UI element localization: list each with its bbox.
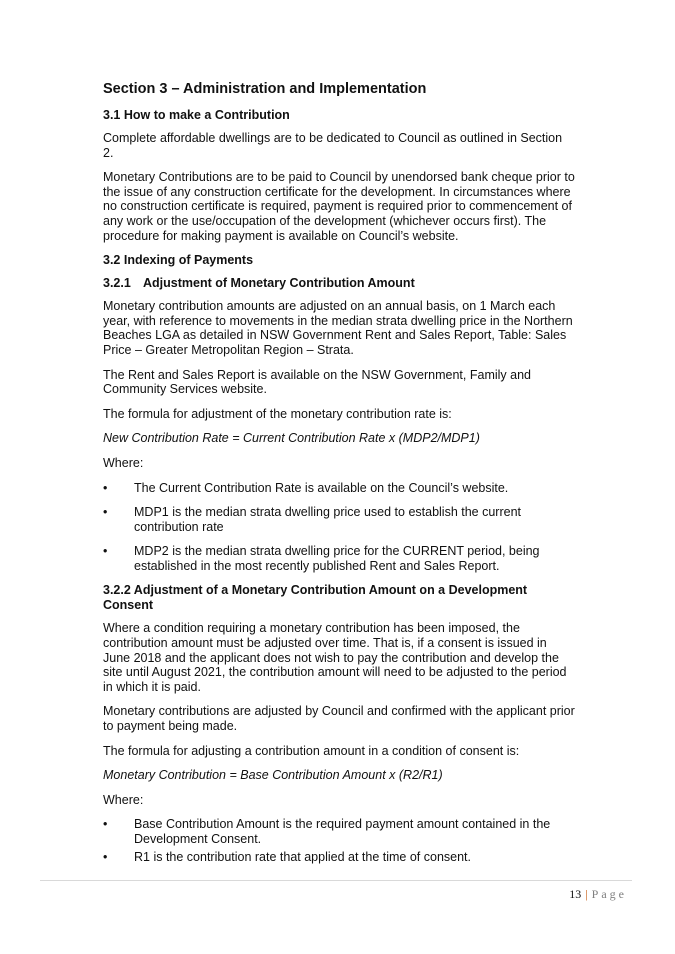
list-item: • MDP1 is the median strata dwelling price used to establish the current contribution rate bbox=[103, 505, 521, 534]
footer-divider bbox=[40, 880, 632, 881]
list-item: • Base Contribution Amount is the required payment amount contained in the Development Consent. bbox=[103, 817, 551, 846]
paragraph: The formula for adjustment of the monetary contribution rate is: bbox=[103, 406, 452, 421]
paragraph: Monetary Contributions are to be paid to Council by unendorsed bank cheque prior to the issue of any construction certificate for the development. In circumstances where no construction certificate is required, payment is required prior to commencement of any work or the use/occupation of the development (whichever occurs first). The procedure for making payment is available on Council’s website. bbox=[103, 170, 575, 243]
bullet-icon: • bbox=[103, 849, 108, 864]
bullet-icon: • bbox=[103, 544, 108, 559]
heading-text: Adjustment of Monetary Contribution Amount bbox=[143, 276, 415, 291]
paragraph: Monetary contributions are adjusted by Council and confirmed with the applicant prior to payment being made. bbox=[103, 704, 575, 734]
bullet-icon: • bbox=[103, 505, 108, 520]
section-title: Section 3 – Administration and Implementation bbox=[103, 81, 427, 97]
page-footer bbox=[569, 887, 627, 902]
list-item: • R1 is the contribution rate that applied at the time of consent. bbox=[103, 849, 472, 864]
bullet-list bbox=[103, 817, 575, 864]
bullet-list bbox=[103, 481, 575, 574]
where-label: Where: bbox=[103, 792, 144, 807]
formula: New Contribution Rate = Current Contribution Rate x (MDP2/MDP1) bbox=[103, 431, 480, 446]
paragraph: Where a condition requiring a monetary contribution has been imposed, the contribution amount must be adjusted over time. That is, if a consent is issued in June 2018 and the applicant does not wish to pay the contribution and develop the site until August 2021, the contribution amount will need to be adjusted to the period in which it is paid. bbox=[103, 621, 567, 694]
page-label: Page bbox=[591, 887, 627, 901]
list-item: • The Current Contribution Rate is available on the Council’s website. bbox=[103, 480, 509, 495]
footer-separator: | bbox=[585, 887, 588, 901]
paragraph: Complete affordable dwellings are to be dedicated to Council as outlined in Section 2. bbox=[103, 131, 563, 160]
paragraph: Monetary contribution amounts are adjusted on an annual basis, on 1 March each year, with reference to movements in the median strata dwelling price in the Northern Beaches LGA as detailed in NSW Government Rent and Sales Report, Table: Sales Price – Greater Metropolitan Region – Strata. bbox=[103, 299, 573, 357]
heading-3-2-1 bbox=[103, 276, 575, 291]
bullet-icon: • bbox=[103, 480, 108, 495]
heading-3-1: 3.1 How to make a Contribution bbox=[103, 108, 290, 122]
paragraph: The Rent and Sales Report is available on the NSW Government, Family and Community Services website. bbox=[103, 367, 531, 397]
heading-3-2-2: 3.2.2 Adjustment of a Monetary Contribution Amount on a Development Consent bbox=[103, 583, 528, 613]
where-label: Where: bbox=[103, 455, 144, 470]
heading-3-2: 3.2 Indexing of Payments bbox=[103, 253, 254, 268]
bullet-icon: • bbox=[103, 817, 108, 832]
formula: Monetary Contribution = Base Contribution Amount x (R2/R1) bbox=[103, 768, 443, 783]
page-content bbox=[103, 80, 575, 874]
page-number: 13 bbox=[569, 887, 582, 901]
heading-number: 3.2.1 bbox=[103, 276, 131, 291]
list-item: • MDP2 is the median strata dwelling price for the CURRENT period, being established in the most recently published Rent and Sales Report. bbox=[103, 544, 540, 573]
paragraph: The formula for adjusting a contribution amount in a condition of consent is: bbox=[103, 743, 520, 758]
